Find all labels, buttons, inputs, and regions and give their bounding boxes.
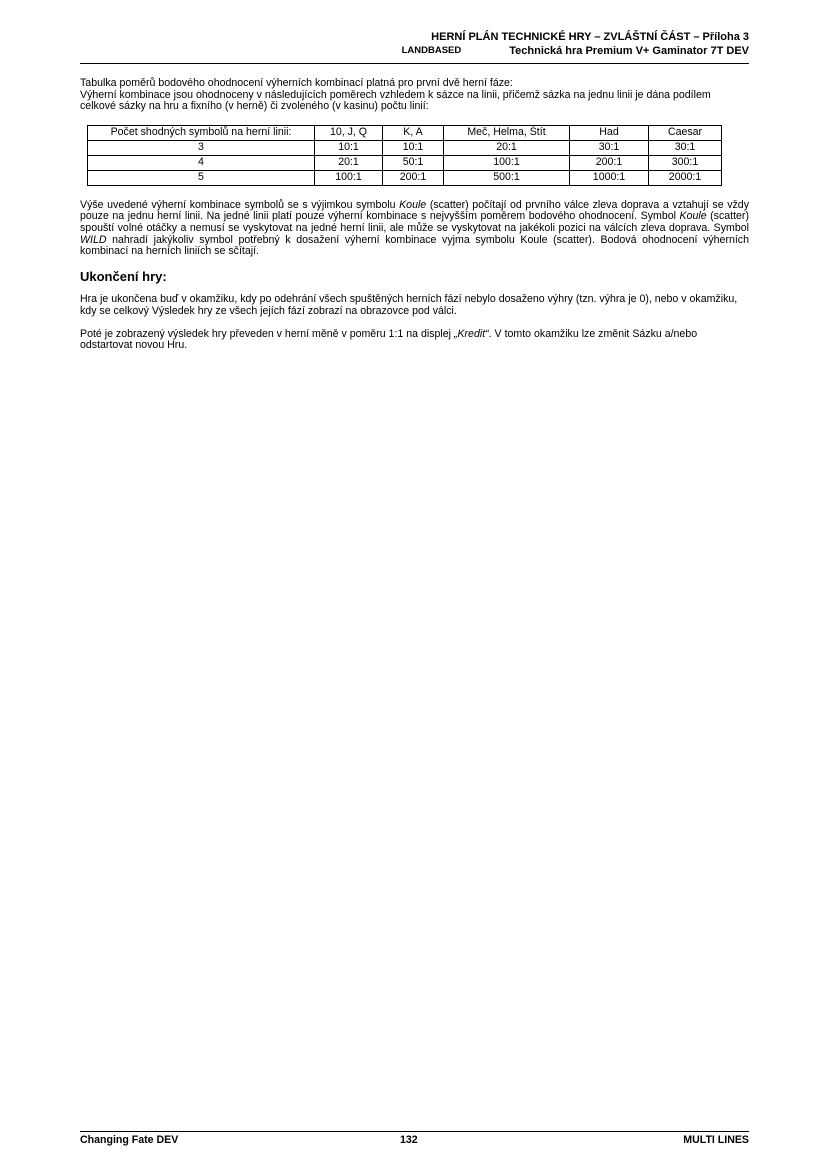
table-header: K, A bbox=[383, 125, 444, 140]
table-header: 10, J, Q bbox=[315, 125, 383, 140]
table-cell: 200:1 bbox=[570, 155, 649, 170]
text-run-italic: „Kredit“ bbox=[453, 327, 489, 340]
end-game-paragraph: Hra je ukončena buď v okamžiku, kdy po odehrání všech spuštěných herních fází nebylo dosaženo výhry (tzn. výhra je 0), nebo v okamžiku, kdy se celkový Výsledek hry ze všech jejích fází zobrazí na obrazovce pod válci. bbox=[80, 293, 738, 317]
footer-rule bbox=[80, 1131, 749, 1132]
text-run-italic: WILD bbox=[80, 233, 107, 246]
text-run: Poté je zobrazený výsledek hry převeden v herní měně v poměru 1:1 na displej bbox=[80, 327, 454, 340]
page-footer bbox=[80, 1134, 749, 1146]
intro-line-2: Výherní kombinace jsou ohodnoceny v následujících poměrech vzhledem k sázce na linii, přičemž sázka na jednu linii je dána podílem celkové sázky na hru a fixního (v herně) či zvoleného (v kasinu) počtu linií: bbox=[80, 88, 711, 113]
table-row bbox=[88, 155, 722, 170]
table-cell: 200:1 bbox=[383, 170, 444, 185]
table-cell: 1000:1 bbox=[570, 170, 649, 185]
table-row bbox=[88, 140, 722, 155]
footer-left: Changing Fate DEV bbox=[80, 1134, 179, 1146]
table-cell: 5 bbox=[88, 170, 315, 185]
table-header: Caesar bbox=[649, 125, 722, 140]
table-header-row bbox=[88, 125, 722, 140]
table-cell: 10:1 bbox=[383, 140, 444, 155]
text-run-italic: Koule bbox=[399, 198, 427, 211]
table-row bbox=[88, 170, 722, 185]
table-cell: 100:1 bbox=[444, 155, 570, 170]
table-cell: 20:1 bbox=[444, 140, 570, 155]
text-run: . V tomto okamžiku lze změnit Sázku a/nebo odstartovat novou Hru. bbox=[80, 327, 698, 352]
text-run: (scatter) spouští volné otáčky a nemusí se vyskytovat na jedné herní linii, ale může se vyskytovat na jakékoli pozici na válcích zleva doprava. Symbol bbox=[80, 210, 749, 234]
header-title: HERNÍ PLÁN TECHNICKÉ HRY – ZVLÁŠTNÍ ČÁST – Příloha 3 bbox=[431, 31, 749, 43]
table-cell: 100:1 bbox=[315, 170, 383, 185]
section-heading: Ukončení hry: bbox=[80, 268, 167, 284]
credit-paragraph bbox=[80, 329, 749, 352]
text-run-italic: Koule bbox=[679, 210, 707, 223]
header-game-name: Technická hra Premium V+ Gaminator 7T DEV bbox=[509, 45, 749, 57]
table-header: Počet shodných symbolů na herní linii: bbox=[88, 125, 315, 140]
table-cell: 30:1 bbox=[570, 140, 649, 155]
table-cell: 3 bbox=[88, 140, 315, 155]
text-run: nahradí jakýkoliv symbol potřebný k dosažení výherní kombinace vyjma symbolu Koule (scatter). Bodová ohodnocení výherních kombinací na herních liniích se sčítají. bbox=[80, 233, 749, 258]
table-cell: 10:1 bbox=[315, 140, 383, 155]
footer-right: MULTI LINES bbox=[683, 1134, 749, 1146]
intro-line-1: Tabulka poměrů bodového ohodnocení výherních kombinací platná pro první dvě herní fáze: bbox=[80, 77, 513, 89]
table-cell: 500:1 bbox=[444, 170, 570, 185]
table-cell: 300:1 bbox=[649, 155, 722, 170]
table-cell: 2000:1 bbox=[649, 170, 722, 185]
document-body bbox=[80, 78, 749, 352]
table-header: Meč, Helma, Štít bbox=[444, 125, 570, 140]
table-cell: 50:1 bbox=[383, 155, 444, 170]
table-header: Had bbox=[570, 125, 649, 140]
header-landbased: LANDBASED bbox=[401, 45, 462, 56]
text-run: (scatter) počítají od prvního válce zleva doprava a vztahují se vždy pouze na jednu herní linii. Na jedné linii platí pouze výherní kombinace s nejvyšším poměrem bodového ohodnocení. Symbol bbox=[80, 198, 749, 223]
payout-table bbox=[87, 125, 722, 186]
table-cell: 30:1 bbox=[649, 140, 722, 155]
rules-paragraph bbox=[80, 200, 749, 258]
text-run: Výše uvedené výherní kombinace symbolů se s výjimkou symbolu bbox=[80, 198, 400, 211]
table-cell: 4 bbox=[88, 155, 315, 170]
page-header bbox=[80, 30, 749, 58]
page-number: 132 bbox=[400, 1134, 418, 1146]
header-rule bbox=[80, 63, 749, 64]
table-cell: 20:1 bbox=[315, 155, 383, 170]
